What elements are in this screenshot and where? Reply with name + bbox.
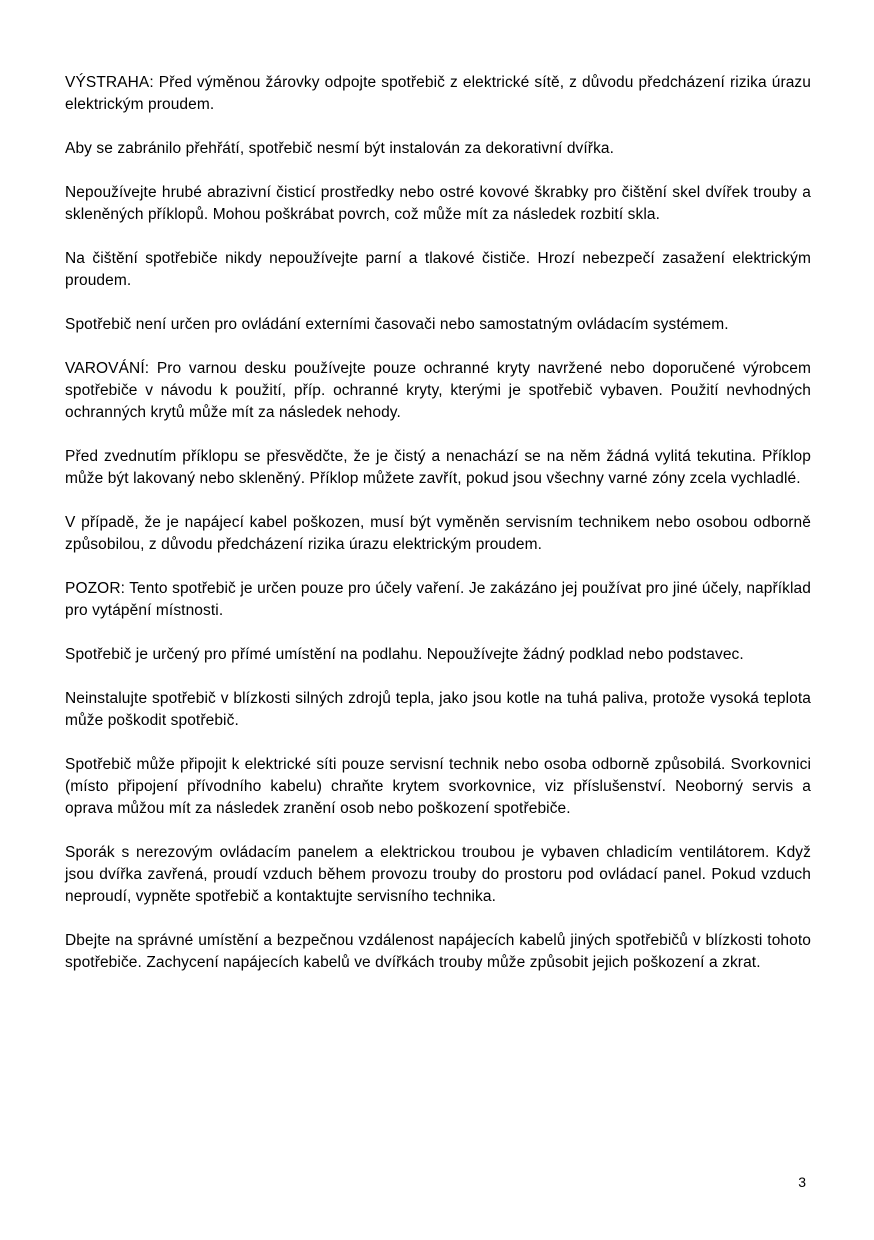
paragraph-floor-placement: Spotřebič je určený pro přímé umístění na podlahu. Nepoužívejte žádný podklad nebo podstavec.	[65, 646, 744, 663]
paragraph-cooking-only: POZOR: Tento spotřebič je určen pouze pro účely vaření. Je zakázáno jej používat pro jiné účely, například pro vytápění místnosti.	[65, 580, 811, 619]
paragraph-cooling-fan: Sporák s nerezovým ovládacím panelem a elektrickou troubou je vybaven chladicím ventilátorem. Když jsou dvířka zavřená, proudí vzduch během provozu trouby do prostoru pod ovládací panel. Pokud vzduch neproudí, vypněte spotřebič a kontaktujte servisního technika.	[65, 844, 811, 905]
paragraph-electrical-connection: Spotřebič může připojit k elektrické síti pouze servisní technik nebo osoba odborně způsobilá. Svorkovnici (místo připojení přívodního kabelu) chraňte krytem svorkovnice, viz příslušenství. Neoborný servis a oprava můžou mít za následek zranění osob nebo poškození spotřebiče.	[65, 756, 811, 817]
paragraph-steam-cleaners: Na čištění spotřebiče nikdy nepoužívejte parní a tlakové čističe. Hrozí nebezpečí zasažení elektrickým proudem.	[65, 250, 811, 289]
paragraph-heat-sources: Neinstalujte spotřebič v blízkosti silných zdrojů tepla, jako jsou kotle na tuhá paliva, protože vysoká teplota může poškodit spotřebič.	[65, 690, 811, 729]
paragraph-abrasive-cleaners: Nepoužívejte hrubé abrazivní čisticí prostředky nebo ostré kovové škrabky pro čištění skel dvířek trouby a skleněných příklopů. Mohou poškrábat povrch, což může mít za následek rozbití skla.	[65, 184, 811, 223]
paragraph-warning-covers: VAROVÁNÍ: Pro varnou desku používejte pouze ochranné kryty navržené nebo doporučené výrobcem spotřebiče v návodu k použití, příp. ochranné kryty, kterými je spotřebič vybaven. Použití nevhodných ochranných krytů může mít za následek nehody.	[65, 360, 811, 421]
paragraph-warning-bulb: VÝSTRAHA: Před výměnou žárovky odpojte spotřebič z elektrické sítě, z důvodu předcházení rizika úrazu elektrickým proudem.	[65, 74, 811, 113]
paragraph-external-timers: Spotřebič není určen pro ovládání externími časovači nebo samostatným ovládacím systémem.	[65, 316, 729, 333]
paragraph-cable-placement: Dbejte na správné umístění a bezpečnou vzdálenost napájecích kabelů jiných spotřebičů v blízkosti tohoto spotřebiče. Zachycení napájecích kabelů ve dvířkách trouby může způsobit jejich poškození a zkrat.	[65, 932, 811, 971]
paragraph-overheating: Aby se zabránilo přehřátí, spotřebič nesmí být instalován za dekorativní dvířka.	[65, 140, 615, 157]
paragraph-power-cable: V případě, že je napájecí kabel poškozen, musí být vyměněn servisním technikem nebo osobou odborně způsobilou, z důvodu předcházení rizika úrazu elektrickým proudem.	[65, 514, 811, 553]
paragraph-lid-lifting: Před zvednutím příklopu se přesvědčte, že je čistý a nenachází se na něm žádná vylitá tekutina. Příklop může být lakovaný nebo skleněný. Příklop můžete zavřít, pokud jsou všechny varné zóny zcela vychladlé.	[65, 448, 811, 487]
page-number: 3	[798, 1174, 806, 1190]
page-content	[65, 72, 811, 996]
